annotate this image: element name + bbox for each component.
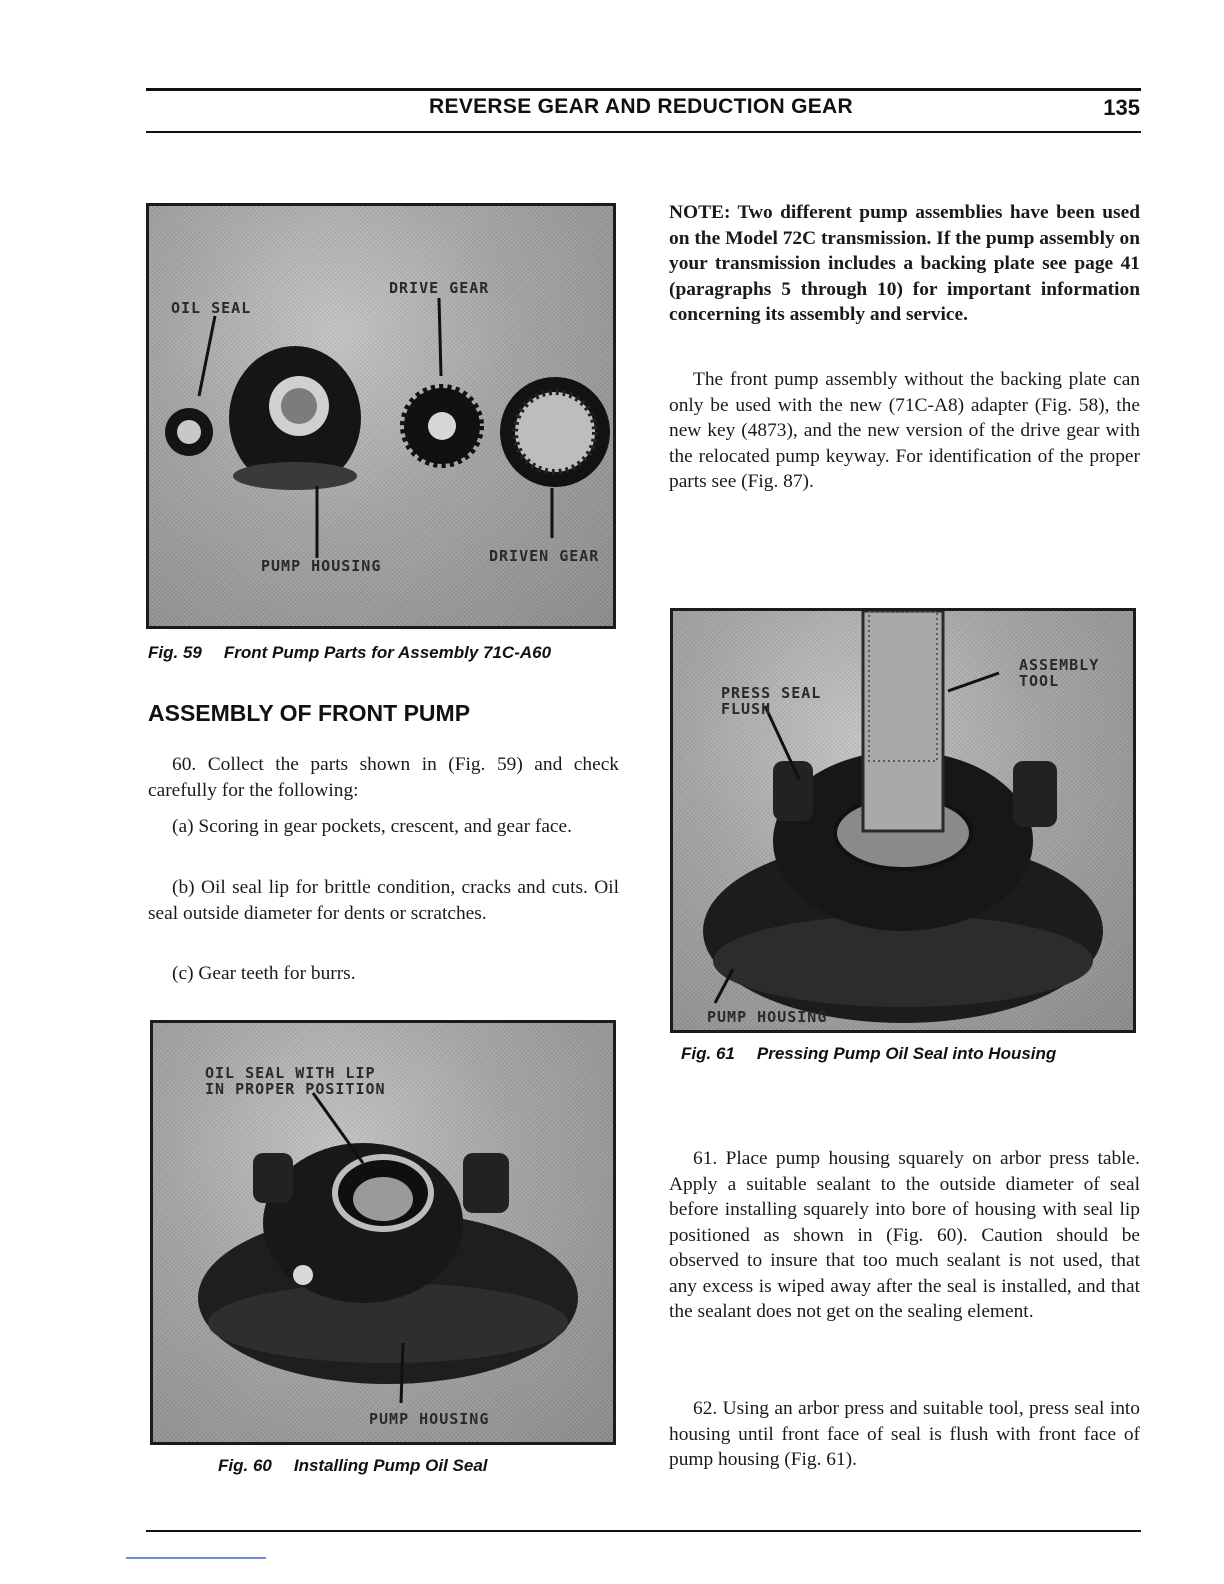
fig61-label-assembly-tool-line2: TOOL: [1019, 672, 1060, 690]
fig61-label-press-seal-line2: FLUSH: [721, 700, 772, 718]
section-heading: ASSEMBLY OF FRONT PUMP: [148, 700, 471, 726]
fig59-label-driven-gear: DRIVEN GEAR: [489, 547, 600, 565]
fig60-label-oil-seal-line1: OIL SEAL WITH LIP: [205, 1064, 376, 1082]
paragraph-60a: (a) Scoring in gear pockets, crescent, and gear face.: [172, 816, 572, 837]
front-pump-paragraph: The front pump assembly without the backing plate can only be used with the new (71C-A8) adapter (Fig. 58), the new key (4873), and the new version of the drive gear with the relocated pump keyway. For identification of the proper parts see (Fig. 87).: [669, 369, 1140, 492]
fig60-caption-number: Fig. 60: [218, 1456, 272, 1475]
fig61-label-press-seal-line1: PRESS SEAL: [721, 684, 822, 702]
fig60-caption-text: Installing Pump Oil Seal: [293, 1456, 488, 1475]
fig60-label-oil-seal-line2: IN PROPER POSITION: [205, 1080, 386, 1098]
paragraph-62: 62. Using an arbor press and suitable tool, press seal into housing until front face of seal is flush with front face of pump housing (Fig. 61).: [669, 1398, 1140, 1470]
fig61-label-pump-housing: PUMP HOUSING: [707, 1008, 828, 1026]
fig60-photo: [150, 1020, 616, 1445]
paragraph-60b: (b) Oil seal lip for brittle condition, cracks and cuts. Oil seal outside diameter for dents or scratches.: [148, 877, 619, 924]
fig61-caption-number: Fig. 61: [681, 1044, 735, 1063]
fig61-photo: [670, 608, 1136, 1033]
header-top-rule: [146, 88, 1141, 91]
footer-rule: [146, 1530, 1141, 1532]
fig59-caption-number: Fig. 59: [148, 643, 202, 662]
fig61-caption-text: Pressing Pump Oil Seal into Housing: [756, 1044, 1057, 1063]
fig61-label-assembly-tool-line1: ASSEMBLY: [1019, 656, 1100, 674]
fig59-photo: [146, 203, 616, 629]
fig59-label-drive-gear: DRIVE GEAR: [389, 279, 490, 297]
note-paragraph: NOTE: Two different pump assemblies have been used on the Model 72C transmission. If the pump assembly on your transmission includes a backing plate see page 41 (paragraphs 5 through 10) for important information concerning its assembly and service.: [669, 202, 1140, 325]
paragraph-60: 60. Collect the parts shown in (Fig. 59) and check carefully for the following:: [148, 754, 619, 801]
fig60-label-pump-housing: PUMP HOUSING: [369, 1410, 490, 1428]
fig59-label-pump-housing: PUMP HOUSING: [261, 557, 382, 575]
fig60-caption: [218, 1456, 488, 1476]
fig61-assembly-tool: [863, 611, 943, 831]
paragraph-60c: (c) Gear teeth for burrs.: [172, 963, 356, 984]
page-number: 135: [1103, 95, 1140, 120]
footer-link-underline: [126, 1557, 266, 1559]
paragraph-61: 61. Place pump housing squarely on arbor press table. Apply a suitable sealant to the outside diameter of seal before installing squarely into bore of housing with seal lip positioned as shown in (Fig. 60). Caution should be observed to insure that too much sealant is not used, that any excess is wiped away after the seal is installed, and that the sealant does not get on the sealing element.: [669, 1148, 1140, 1322]
fig59-caption-text: Front Pump Parts for Assembly 71C-A60: [223, 643, 552, 662]
header-bottom-rule: [146, 131, 1141, 133]
fig59-label-oil-seal: OIL SEAL: [171, 299, 252, 317]
running-header-title: REVERSE GEAR AND REDUCTION GEAR: [429, 95, 853, 118]
fig59-caption: [148, 643, 551, 663]
fig61-caption: [681, 1044, 1056, 1064]
